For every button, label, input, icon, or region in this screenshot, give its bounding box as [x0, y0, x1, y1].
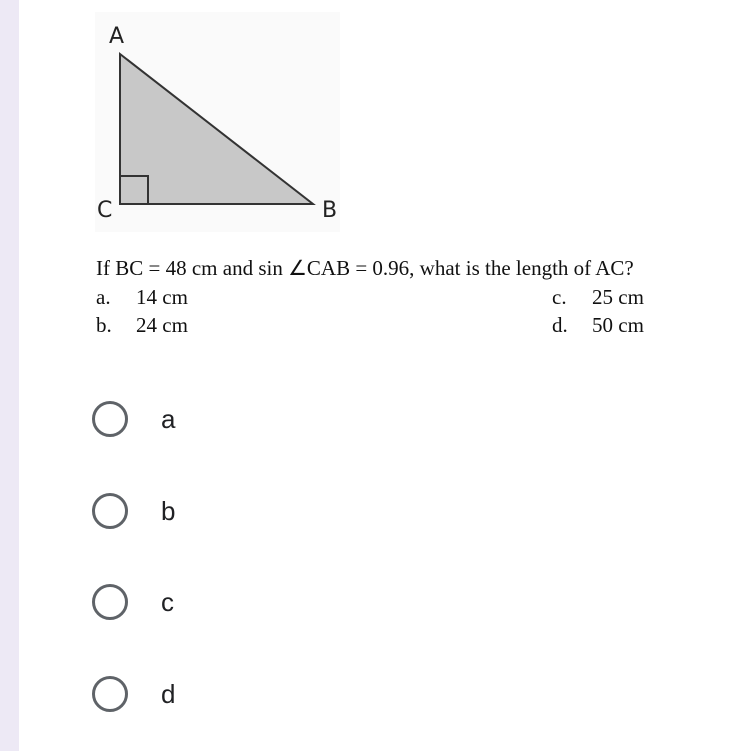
choice-letter: d.	[552, 313, 568, 337]
option-a[interactable]	[92, 401, 175, 437]
choice-value: 14 cm	[136, 285, 188, 309]
question-text: If BC = 48 cm and sin ∠CAB = 0.96, what is the length of AC?	[96, 256, 634, 280]
radio-button-d[interactable]	[92, 676, 128, 712]
option-c[interactable]	[92, 584, 174, 620]
choice-b	[96, 313, 188, 338]
choice-value: 24 cm	[136, 313, 188, 337]
choice-value: 50 cm	[592, 313, 644, 337]
radio-button-c[interactable]	[92, 584, 128, 620]
choice-letter: a.	[96, 285, 111, 309]
option-label-d: d	[161, 678, 176, 709]
option-d[interactable]	[92, 676, 175, 712]
choice-letter: b.	[96, 313, 112, 337]
radio-button-b[interactable]	[92, 493, 128, 529]
form-card	[19, 0, 750, 751]
option-b[interactable]	[92, 493, 175, 529]
triangle-figure	[95, 12, 340, 232]
choice-c	[552, 285, 644, 310]
right-triangle-diagram	[95, 12, 340, 232]
option-label-a: a	[161, 403, 176, 434]
vertex-label-b: B	[322, 198, 338, 223]
vertex-label-a: A	[109, 24, 125, 49]
option-label-b: b	[161, 495, 176, 526]
choice-value: 25 cm	[592, 285, 644, 309]
vertex-label-c: C	[97, 198, 113, 223]
option-label-c: c	[161, 586, 174, 617]
choice-letter: c.	[552, 285, 567, 309]
choice-a	[96, 285, 188, 310]
choice-d	[552, 313, 644, 338]
radio-button-a[interactable]	[92, 401, 128, 437]
